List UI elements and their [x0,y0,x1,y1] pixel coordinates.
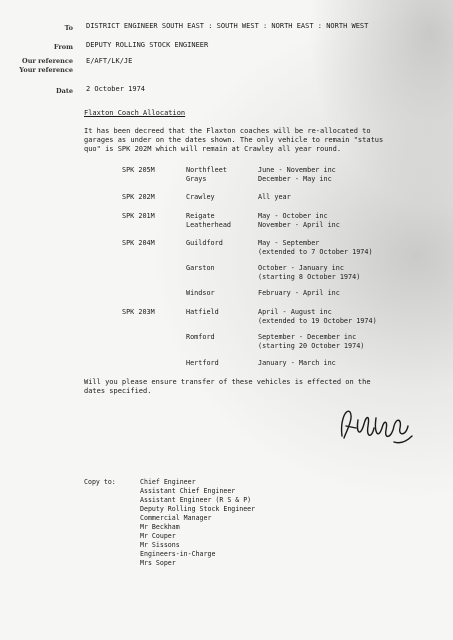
copy-recipient: Engineers-in-Charge [140,550,216,558]
garage-cell: Hertford [186,359,219,367]
our-reference-value: E/AFT/LK/JE [86,57,133,65]
garage-cell: Hatfield [186,308,219,316]
period-cell: May - September [258,239,320,247]
copy-recipient: Mrs Soper [140,559,176,567]
period-cell: (extended to 7 October 1974) [258,248,373,256]
period-cell: June - November inc [258,166,336,174]
copy-recipient: Assistant Chief Engineer [140,487,236,495]
reg-cell: SPK 201M [122,212,155,220]
copy-recipient: Mr Couper [140,532,176,540]
copy-recipient: Mr Sissons [140,541,180,549]
our-reference-label: Our reference [22,57,73,65]
period-cell: October - January inc [258,264,344,272]
your-reference-label: Your reference [19,66,73,74]
intro-line: quo" is SPK 202M which will remain at Crawley all year round. [84,145,342,153]
reg-cell: SPK 202M [122,193,155,201]
reg-cell: SPK 203M [122,308,155,316]
period-cell: (starting 20 October 1974) [258,342,365,350]
handwritten-signature [336,398,416,448]
garage-cell: Windsor [186,289,215,297]
garage-cell: Reigate [186,212,215,220]
garage-cell: Grays [186,175,207,183]
period-cell: (extended to 19 October 1974) [258,317,377,325]
period-cell: February - April inc [258,289,340,297]
garage-cell: Garston [186,264,215,272]
date-value: 2 October 1974 [86,85,146,93]
intro-line: garages as under on the dates shown. The only vehicle to remain "status [84,136,384,144]
copy-recipient: Assistant Engineer (R S & P) [140,496,252,504]
reg-cell: SPK 205M [122,166,155,174]
to-label: To [64,24,73,32]
copy-recipient: Commercial Manager [140,514,212,522]
garage-cell: Northfleet [186,166,227,174]
period-cell: April - August inc [258,308,332,316]
copy-to-label: Copy to: [84,478,116,486]
reg-cell: SPK 204M [122,239,155,247]
period-cell: May - October inc [258,212,328,220]
period-cell: All year [258,193,291,201]
copy-recipient: Mr Beckham [140,523,180,531]
from-value: DEPUTY ROLLING STOCK ENGINEER [86,41,209,49]
period-cell: November - April inc [258,221,340,229]
garage-cell: Romford [186,333,215,341]
intro-line: It has been decreed that the Flaxton coaches will be re-allocated to [84,127,371,135]
subject-heading: Flaxton Coach Allocation [84,109,186,117]
from-label: From [53,43,73,51]
period-cell: December - May inc [258,175,332,183]
closing-line: dates specified. [84,387,152,395]
to-value: DISTRICT ENGINEER SOUTH EAST : SOUTH WEST : NORTH EAST : NORTH WEST [86,22,369,30]
period-cell: (starting 8 October 1974) [258,273,361,281]
closing-line: Will you please ensure transfer of these vehicles is effected on the [84,378,371,386]
period-cell: September - December inc [258,333,357,341]
period-cell: January - March inc [258,359,336,367]
garage-cell: Guildford [186,239,223,247]
garage-cell: Leatherhead [186,221,232,229]
garage-cell: Crawley [186,193,215,201]
copy-recipient: Chief Engineer [140,478,196,486]
date-label: Date [56,87,73,95]
copy-recipient: Deputy Rolling Stock Engineer [140,505,256,513]
